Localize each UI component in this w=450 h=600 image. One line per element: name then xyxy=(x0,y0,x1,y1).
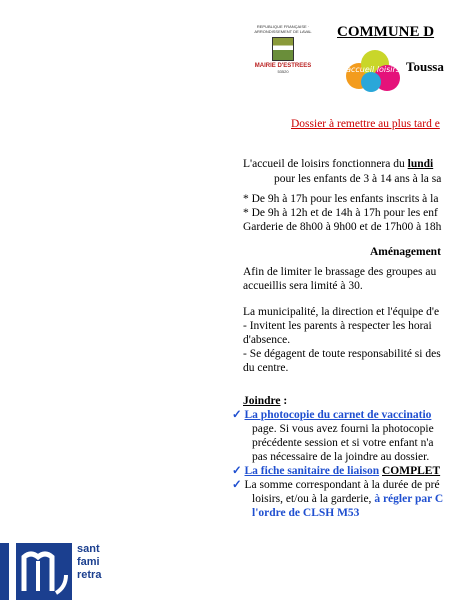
amenagement-heading: Aménagement xyxy=(370,246,441,258)
intro-line-2: pour les enfants de 3 à 14 ans à la sa xyxy=(274,173,442,185)
msa-left-bar xyxy=(0,543,9,600)
msa-text xyxy=(77,543,101,582)
amenagement-line-2: accueillis sera limité à 30. xyxy=(243,280,363,292)
msa-text-line-3: retra xyxy=(77,569,102,581)
municipalite-line-3: d'absence. xyxy=(243,334,291,346)
al-logo-text: accueil loisirs xyxy=(346,65,400,74)
coat-of-arms-icon xyxy=(272,37,294,61)
joindre-heading xyxy=(243,395,287,408)
joindre-item-3-line-1: La somme correspondant à la durée de pré xyxy=(244,479,440,491)
logo-name: MAIRIE D'ESTREES xyxy=(254,63,312,69)
municipalite-line-2: - Invitent les parents à respecter les horai xyxy=(243,320,432,332)
deadline-notice: Dossier à remettre au plus tard e xyxy=(291,118,440,130)
schedule-line-1: * De 9h à 17h pour les enfants inscrits à la xyxy=(243,193,439,205)
checkmark-icon: ✓ xyxy=(232,479,242,491)
checkmark-icon: ✓ xyxy=(232,409,242,421)
logo-small-text: 53520 xyxy=(277,69,289,74)
joindre-item-3-prefix: loisirs, et/ou à la garderie, xyxy=(252,493,375,505)
msa-text-line-1: sant xyxy=(77,543,100,555)
joindre-colon: : xyxy=(280,395,288,407)
intro-prefix: L'accueil de loisirs fonctionnera du xyxy=(243,158,408,170)
msa-text-line-2: fami xyxy=(77,556,100,568)
intro-line-1 xyxy=(243,158,433,171)
joindre-item-3 xyxy=(232,479,440,492)
complete-label: COMPLET xyxy=(382,465,441,477)
joindre-item-1-line-2: page. Si vous avez fourni la photocopie xyxy=(252,423,434,435)
page-title: COMMUNE D xyxy=(337,24,435,40)
payment-instruction: à régler par C xyxy=(374,493,444,505)
joindre-item-3-line-2 xyxy=(252,493,443,506)
joindre-heading-label: Joindre xyxy=(243,395,281,407)
joindre-item-3-line-3: l'ordre de CLSH M53 xyxy=(252,507,360,519)
joindre-item-1 xyxy=(232,409,431,422)
msa-mark-icon xyxy=(16,543,72,600)
joindre-item-1-line-4: pas nécessaire de la joindre au dossier. xyxy=(252,451,430,463)
period-subtitle: Toussa xyxy=(406,59,444,74)
fiche-sanitaire-link[interactable]: La fiche sanitaire de liaison xyxy=(244,465,380,477)
joindre-item-2 xyxy=(232,465,440,478)
municipalite-line-1: La municipalité, la direction et l'équipe d'e xyxy=(243,306,440,318)
vaccination-link[interactable]: La photocopie du carnet de vaccinatio xyxy=(244,409,432,421)
accueil-loisirs-logo xyxy=(345,48,401,94)
msa-logo xyxy=(0,543,105,600)
checkmark-icon: ✓ xyxy=(232,465,242,477)
amenagement-line-1: Afin de limiter le brassage des groupes au xyxy=(243,266,437,278)
municipalite-line-4: - Se dégagent de toute responsabilité si des xyxy=(243,348,441,360)
logo-top-text: REPUBLIQUE FRANÇAISE · ARRONDISSEMENT DE LAVAL xyxy=(254,24,312,34)
schedule-line-2: * De 9h à 12h et de 14h à 17h pour les enf xyxy=(243,207,438,219)
intro-start-day: lundi xyxy=(407,158,434,170)
joindre-item-1-line-3: précédente session et si votre enfant n'a xyxy=(252,437,434,449)
schedule-line-3: Garderie de 8h00 à 9h00 et de 17h00 à 18h xyxy=(243,221,442,233)
mairie-logo xyxy=(250,24,316,86)
municipalite-line-5: du centre. xyxy=(243,362,289,374)
